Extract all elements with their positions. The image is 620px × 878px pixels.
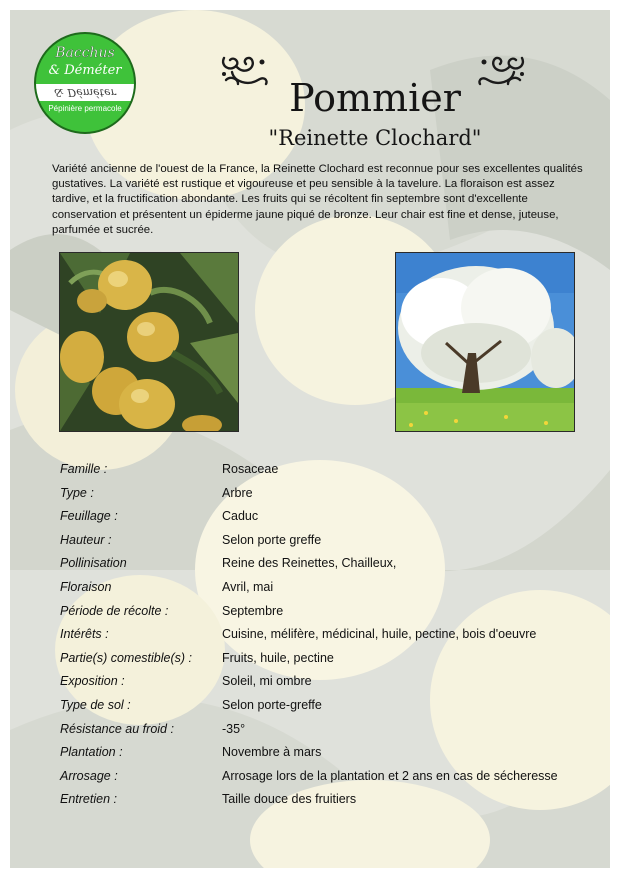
fact-value: -35° [222, 721, 246, 736]
fact-label: Arrosage : [60, 768, 118, 783]
fact-value: Cuisine, mélifère, médicinal, huile, pectine, bois d'oeuvre [222, 627, 537, 642]
fact-value: Fruits, huile, pectine [222, 650, 334, 665]
fact-label: Entretien : [60, 792, 117, 807]
nursery-logo [34, 32, 136, 134]
fact-label: Période de récolte : [60, 603, 169, 618]
plant-sheet [10, 10, 610, 868]
fact-row [60, 576, 600, 600]
fact-row [60, 529, 600, 553]
fact-value: Caduc [222, 509, 259, 524]
fact-row [60, 670, 600, 694]
fact-label: Floraison [60, 579, 112, 594]
fact-value: Rosaceae [222, 462, 279, 476]
logo-line-2: & Déméter [48, 63, 122, 78]
fact-value: Selon porte-greffe [222, 697, 322, 712]
fact-value: Arbre [222, 485, 253, 500]
fact-row [60, 647, 600, 671]
fact-label: Plantation : [60, 745, 123, 760]
fact-row [60, 765, 600, 789]
logo-mirror: & Déméter [54, 86, 116, 99]
flowering-tree-photo [395, 252, 575, 432]
fact-row [60, 718, 600, 742]
fact-row [60, 505, 600, 529]
fact-value: Taille douce des fruitiers [222, 792, 357, 807]
fact-row [60, 552, 600, 576]
fact-label: Intérêts : [60, 627, 109, 642]
fact-value: Avril, mai [222, 579, 274, 594]
fact-row [60, 458, 600, 482]
fact-label: Exposition : [60, 674, 125, 689]
fact-value: Arrosage lors de la plantation et 2 ans en cas de sécheresse [222, 768, 558, 783]
fact-row [60, 694, 600, 718]
fact-row [60, 788, 600, 812]
fact-value: Selon porte greffe [222, 532, 322, 547]
fact-label: Famille : [60, 462, 108, 476]
description-paragraph: Variété ancienne de l'ouest de la France, la Reinette Clochard est reconnue pour ses excellentes qualités gustatives. La variété est rustique et vigoureuse et peu sensible à la tavelure. La floraison est assez tardive, et la fructification abondante. Les fruits qui se récoltent fin septembre sont d'excellente conservation et présentent un épiderme jaune piqué de bronze. Leur chair est fine et dense, juteuse, parfumée et sucrée. [52, 163, 583, 236]
fact-label: Partie(s) comestible(s) : [60, 650, 192, 665]
fact-value: Soleil, mi ombre [222, 674, 312, 689]
logo-line-1: Bacchus [55, 45, 115, 61]
fact-label: Type de sol : [60, 697, 131, 712]
fact-label: Hauteur : [60, 532, 112, 547]
variety-name: "Reinette Clochard" [268, 126, 482, 150]
fact-row [60, 482, 600, 506]
fact-value: Reine des Reinettes, Chailleux, [222, 556, 397, 571]
logo-tagline: Pépinière permacole [48, 104, 122, 113]
fact-value: Septembre [222, 603, 284, 618]
characteristics-table [60, 458, 600, 812]
fact-label: Résistance au froid : [60, 721, 174, 736]
fact-row [60, 623, 600, 647]
fact-label: Type : [60, 485, 94, 500]
fact-row [60, 741, 600, 765]
fact-label: Feuillage : [60, 509, 118, 524]
fact-value: Novembre à mars [222, 745, 322, 760]
fact-row [60, 600, 600, 624]
page-title: Pommier [289, 76, 461, 120]
fact-label: Pollinisation [60, 556, 127, 571]
apple-fruits-photo [59, 252, 239, 432]
